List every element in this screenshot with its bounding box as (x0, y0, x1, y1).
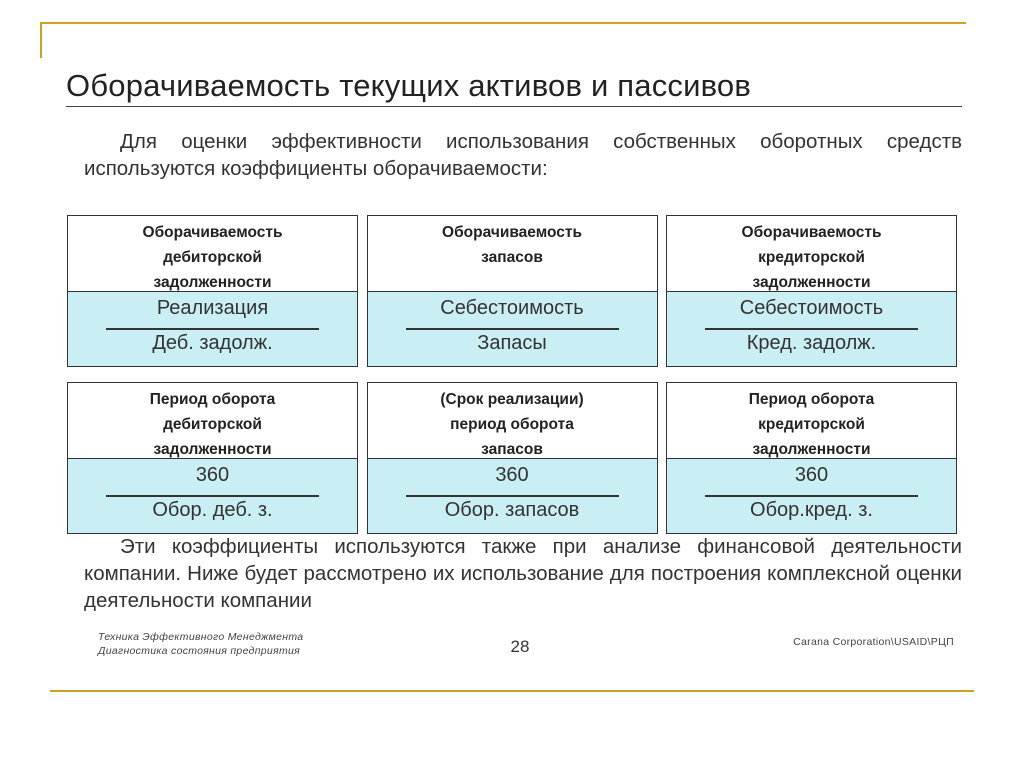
receivables-period-cell (67, 382, 358, 534)
heading-line: задолженности (153, 274, 272, 291)
footer-course-title: Техника Эффективного Менеджмента (98, 631, 304, 643)
footer-credits: Carana Corporation\USAID\РЦП (793, 636, 954, 648)
fraction-bar (705, 328, 918, 330)
formula-fraction (68, 291, 357, 366)
turnover-period-row (67, 382, 957, 534)
intro-first-word: Для (120, 130, 157, 153)
conclusion-first-word: Эти (120, 535, 156, 558)
turnover-ratios-row (67, 215, 957, 367)
fraction-bar (705, 495, 918, 497)
top-border-line (40, 22, 966, 24)
heading-line: период оборота (450, 416, 574, 433)
formula-fraction (667, 458, 956, 533)
heading-line: запасов (481, 249, 543, 266)
payables-turnover-cell (666, 215, 957, 367)
fraction-denominator: Обор. запасов (444, 499, 580, 521)
fraction-numerator: Себестоимость (739, 297, 884, 319)
page-number: 28 (510, 637, 530, 656)
heading-line: Период оборота (748, 391, 875, 408)
cell-heading (667, 383, 956, 459)
footer-left (98, 630, 303, 658)
fraction-bar (406, 495, 619, 497)
heading-line: запасов (481, 441, 543, 458)
heading-line: Оборачиваемость (142, 224, 283, 241)
fraction-numerator: Себестоимость (440, 297, 584, 319)
heading-line: Оборачиваемость (442, 224, 582, 241)
fraction-denominator: Кред. задолж. (746, 332, 877, 354)
intro-text: оценки эффективности использования собственных оборотных средств используются коэффициенты оборачиваемости: (84, 130, 963, 180)
conclusion-paragraph (84, 533, 962, 614)
heading-line: Период оборота (149, 391, 276, 408)
payables-period-cell (666, 382, 957, 534)
fraction-numerator: Реализация (156, 297, 269, 319)
heading-line: дебиторской (163, 249, 262, 266)
fraction-bar (406, 328, 619, 330)
heading-line: задолженности (153, 441, 272, 458)
fraction-denominator: Обор. деб. з. (152, 499, 273, 521)
inventory-period-cell (367, 382, 658, 534)
heading-line: кредиторской (758, 249, 865, 266)
heading-line: (Срок реализации) (440, 391, 584, 408)
formula-fraction (368, 458, 657, 533)
fraction-numerator: 360 (794, 464, 829, 486)
fraction-bar (106, 328, 319, 330)
formula-fraction (68, 458, 357, 533)
heading-line: дебиторской (163, 416, 262, 433)
formula-fraction (667, 291, 956, 366)
fraction-numerator: 360 (495, 464, 529, 486)
fraction-numerator: 360 (195, 464, 230, 486)
heading-line: задолженности (752, 441, 871, 458)
formula-fraction (368, 291, 657, 366)
fraction-bar (106, 495, 319, 497)
cell-heading (68, 216, 357, 292)
heading-line: кредиторской (758, 416, 865, 433)
fraction-denominator: Запасы (477, 332, 547, 354)
footer-section-title: Диагностика состояния предприятия (98, 645, 301, 657)
heading-line: Оборачиваемость (741, 224, 882, 241)
bottom-border-line (50, 690, 974, 692)
slide-title: Оборачиваемость текущих активов и пассивов (66, 68, 962, 107)
intro-paragraph (84, 128, 962, 182)
heading-line: задолженности (752, 274, 871, 291)
cell-heading (368, 383, 657, 459)
left-border-line (40, 22, 42, 58)
fraction-denominator: Деб. задолж. (152, 332, 273, 354)
fraction-denominator: Обор.кред. з. (750, 499, 873, 521)
receivables-turnover-cell (67, 215, 358, 367)
conclusion-text: коэффициенты используются также при анализе финансовой деятельности компании. Ниже будет рассмотрено их использование для построения комплексной оценки деятельности компании (84, 535, 962, 612)
inventory-turnover-cell (367, 215, 658, 367)
cell-heading (667, 216, 956, 292)
cell-heading (68, 383, 357, 459)
cell-heading (368, 216, 657, 292)
